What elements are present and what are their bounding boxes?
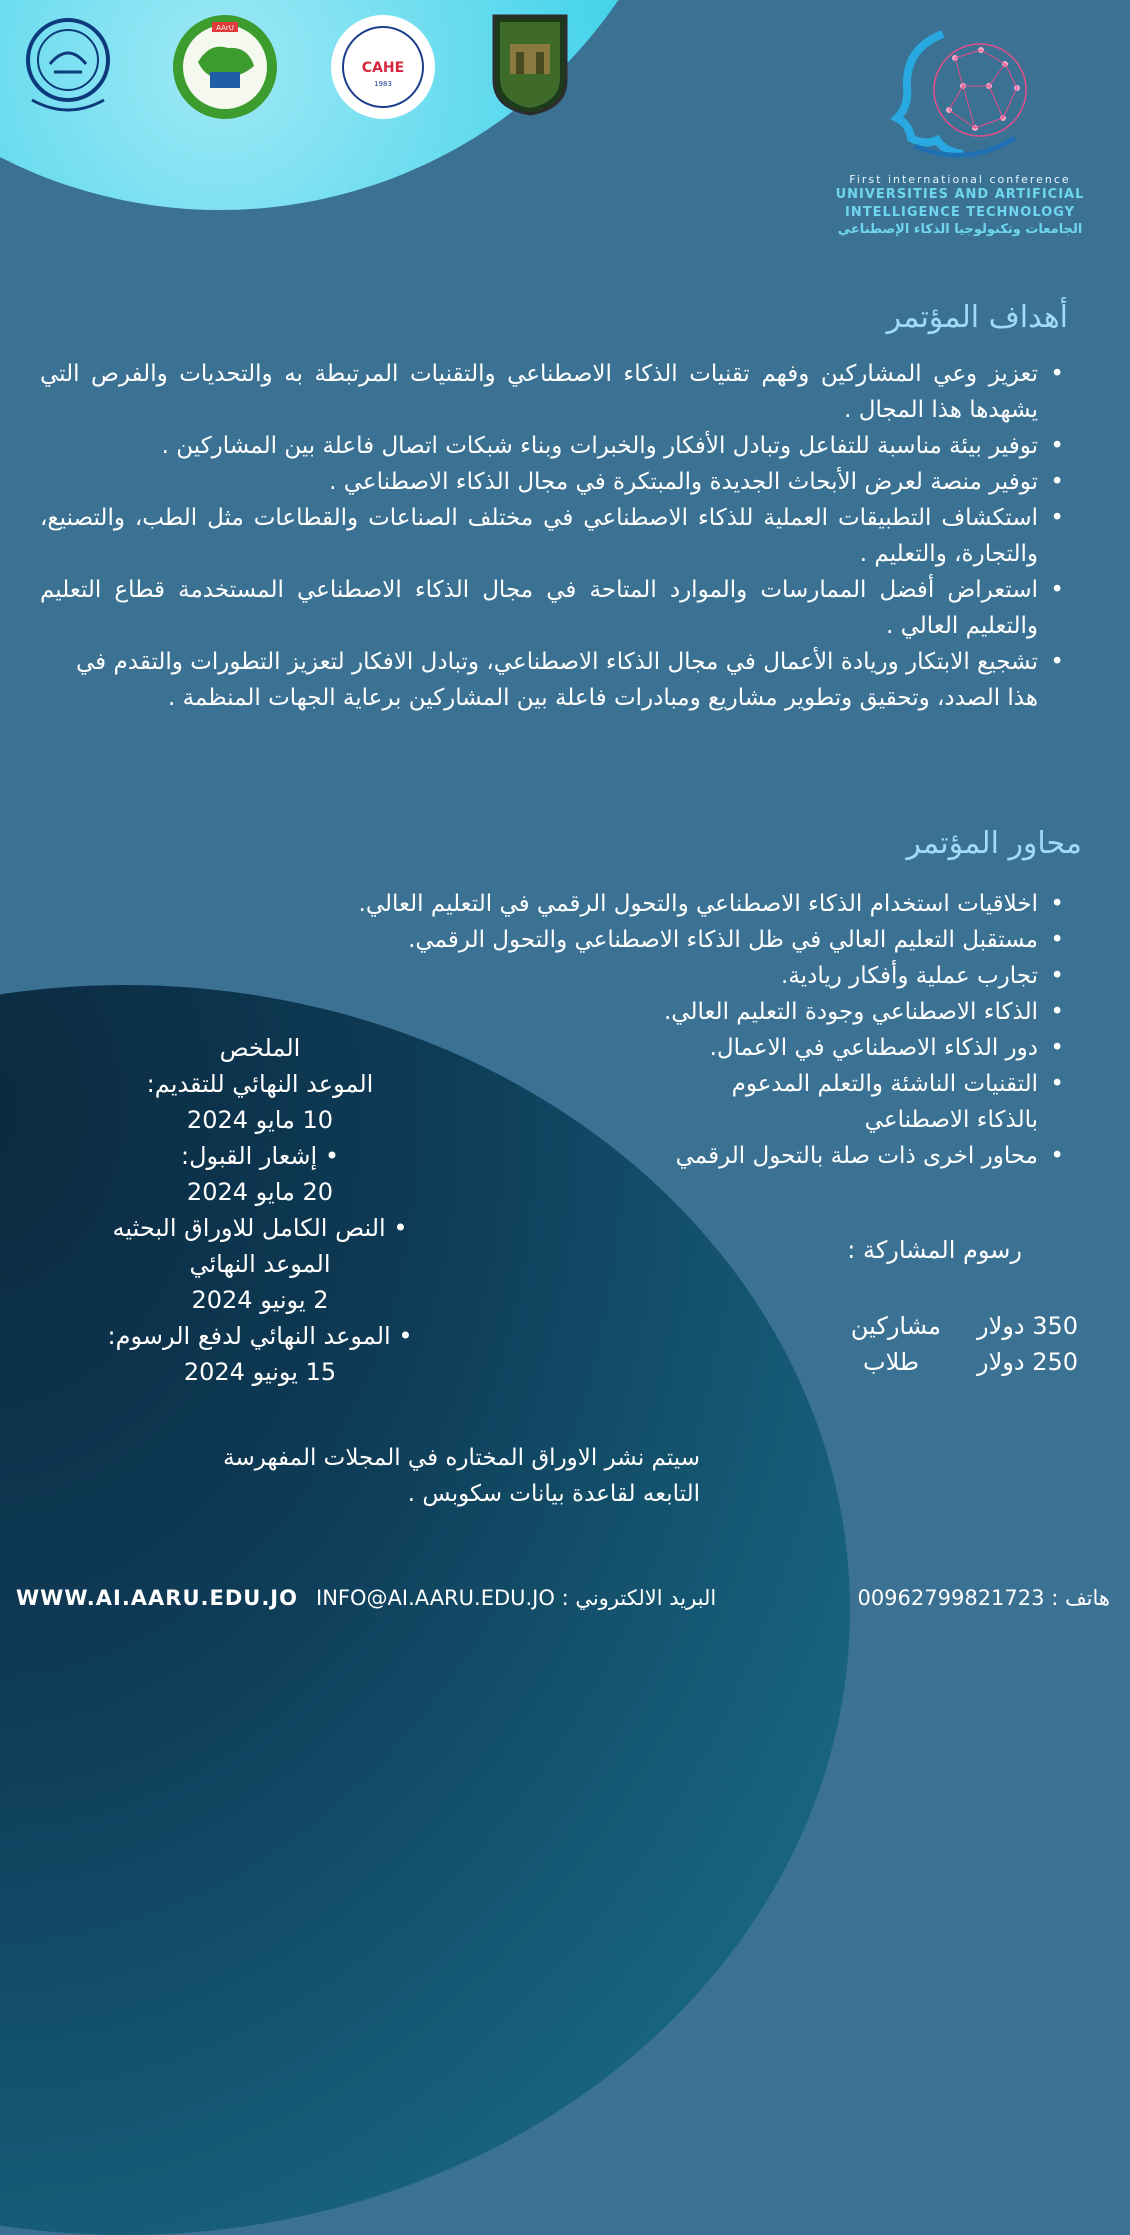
conference-brand bbox=[830, 28, 1090, 237]
theme-item: • التقنيات الناشئة والتعلم المدعوم بالذكاء الاصطناعي bbox=[678, 1066, 1068, 1138]
goal-item: • استكشاف التطبيقات العملية للذكاء الاصطناعي في مختلف الصناعات والقطاعات مثل الطب، والتصنيع، والتجارة، والتعليم . bbox=[40, 500, 1068, 572]
conference-title-en-1: UNIVERSITIES AND ARTIFICIAL bbox=[835, 187, 1085, 202]
publication-note bbox=[80, 1440, 700, 1512]
ajloun-university-logo-icon bbox=[486, 10, 574, 116]
publication-note-line: التابعه لقاعدة بيانات سكوبس . bbox=[407, 1481, 700, 1507]
deadline-line: الموعد النهائي bbox=[189, 1250, 331, 1278]
goal-item: • توفير بيئة مناسبة للتفاعل وتبادل الأفكار والخبرات وبناء شبكات اتصال فاعلة بين المشاركين . bbox=[40, 428, 1068, 464]
deadlines-block bbox=[60, 1030, 460, 1390]
fee-category: مشاركين bbox=[850, 1312, 941, 1340]
fee-amount: 350 دولار bbox=[977, 1312, 1078, 1340]
deadline-date: 2 يونيو 2024 bbox=[191, 1286, 329, 1314]
goals-list bbox=[40, 356, 1068, 716]
themes-heading: محاور المؤتمر bbox=[906, 826, 1082, 861]
conference-title-ar: الجامعات وتكنولوجيا الذكاء الإصطناعي bbox=[837, 222, 1083, 237]
deadline-line: • النص الكامل للاوراق البحثيه bbox=[112, 1214, 408, 1242]
deadline-date: 10 مايو 2024 bbox=[186, 1106, 334, 1134]
deadline-line: • الموعد النهائي لدفع الرسوم: bbox=[107, 1322, 413, 1350]
fee-row bbox=[863, 1348, 1078, 1376]
cahe-logo-icon bbox=[328, 12, 438, 122]
publication-note-line: سيتم نشر الاوراق المختاره في المجلات المفهرسة bbox=[223, 1445, 700, 1471]
theme-item: • مستقبل التعليم العالي في ظل الذكاء الاصطناعي والتحول الرقمي. bbox=[198, 922, 1068, 958]
goal-item: • تعزيز وعي المشاركين وفهم تقنيات الذكاء الاصطناعي والتقنيات المرتبطة به والتحديات والفرص التي يشهدها هذا المجال . bbox=[40, 356, 1068, 428]
ai-head-icon bbox=[885, 28, 1035, 163]
goal-item: • تشجيع الابتكار وريادة الأعمال في مجال الذكاء الاصطناعي، وتبادل الافكار لتعزيز التطورات والتقدم في هذا الصدد، وتحقيق وتطوير مشاريع ومبادرات فاعلة بين المشاركين برعاية الجهات المنظمة . bbox=[40, 644, 1068, 716]
goal-item: • توفير منصة لعرض الأبحاث الجديدة والمبتكرة في مجال الذكاء الاصطناعي . bbox=[40, 464, 1068, 500]
deadline-line: الموعد النهائي للتقديم: bbox=[146, 1070, 374, 1098]
email-contact[interactable]: البريد الالكتروني : INFO@AI.AARU.EDU.JO bbox=[316, 1586, 717, 1610]
theme-item: • محاور اخرى ذات صلة بالتحول الرقمي bbox=[618, 1138, 1068, 1174]
deadline-date: 20 مايو 2024 bbox=[186, 1178, 334, 1206]
themes-list bbox=[358, 886, 1068, 1174]
deadline-line: • إشعار القبول: bbox=[181, 1142, 339, 1170]
theme-item: • الذكاء الاصطناعي وجودة التعليم العالي. bbox=[618, 994, 1068, 1030]
academy-seal-icon bbox=[20, 12, 116, 122]
svg-text:AArU: AArU bbox=[216, 24, 234, 32]
svg-text:CAHE: CAHE bbox=[361, 60, 405, 76]
fees-heading: رسوم المشاركة : bbox=[847, 1236, 1022, 1264]
fee-amount: 250 دولار bbox=[977, 1348, 1078, 1376]
theme-item: • دور الذكاء الاصطناعي في الاعمال. bbox=[618, 1030, 1068, 1066]
footer bbox=[0, 1582, 1130, 1614]
svg-text:1983: 1983 bbox=[374, 80, 392, 88]
aaru-logo-icon bbox=[170, 12, 280, 122]
deadline-date: 15 يونيو 2024 bbox=[183, 1358, 337, 1386]
conference-title-en-2: INTELLIGENCE TECHNOLOGY bbox=[844, 205, 1076, 220]
deadline-line: الملخص bbox=[219, 1034, 301, 1062]
goal-item: • استعراض أفضل الممارسات والموارد المتاحة في مجال الذكاء الاصطناعي المستخدمة قطاع التعليم والتعليم العالي . bbox=[40, 572, 1068, 644]
conference-subtitle: First international conference bbox=[849, 173, 1071, 186]
theme-item: • تجارب عملية وأفكار ريادية. bbox=[618, 958, 1068, 994]
goals-heading: أهداف المؤتمر bbox=[886, 300, 1068, 335]
fee-row bbox=[851, 1312, 1078, 1340]
phone-contact[interactable]: هاتف : 00962799821723 bbox=[857, 1586, 1110, 1610]
theme-item: • اخلاقيات استخدام الذكاء الاصطناعي والتحول الرقمي في التعليم العالي. bbox=[198, 886, 1068, 922]
fee-category: طلاب bbox=[862, 1348, 919, 1376]
website-link[interactable]: WWW.AI.AARU.EDU.JO bbox=[16, 1586, 298, 1610]
